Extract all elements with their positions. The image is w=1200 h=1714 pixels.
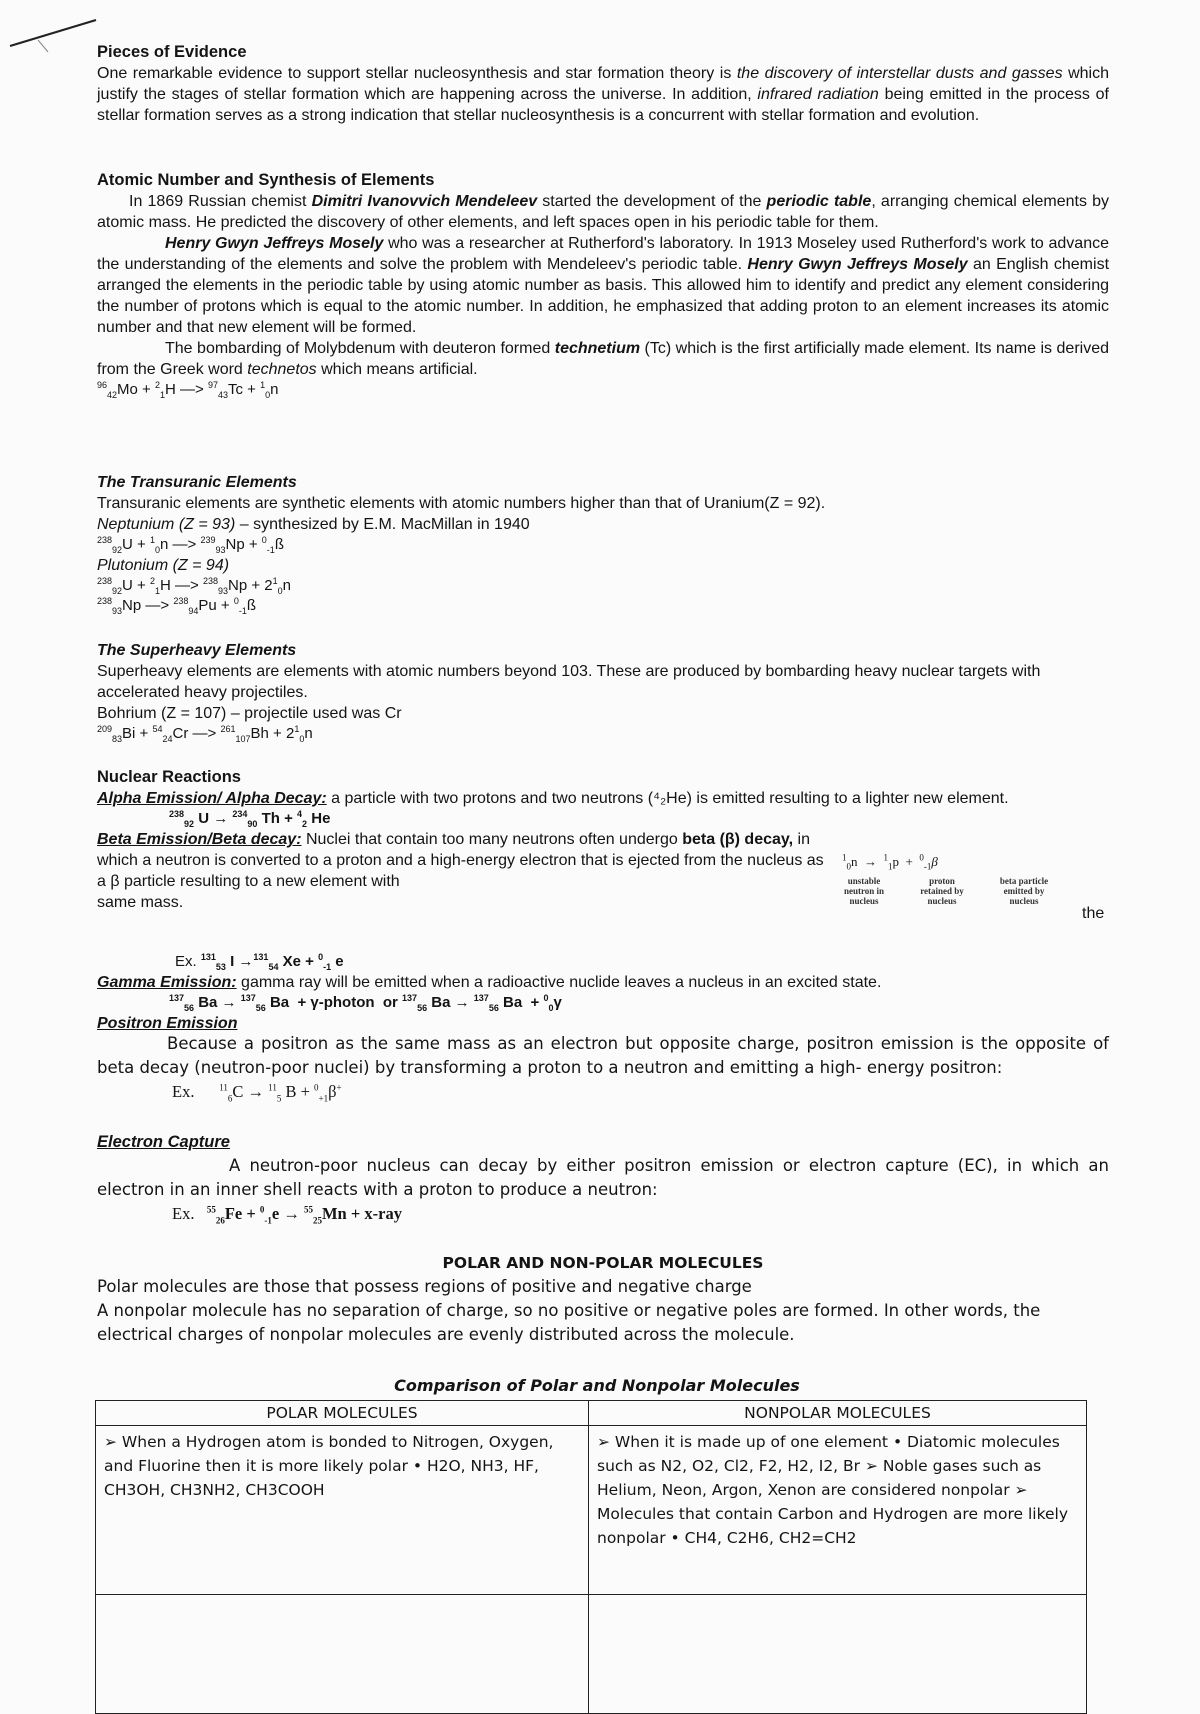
comparison-table xyxy=(95,1400,1087,1714)
beta-decay-diagram xyxy=(842,854,1072,924)
table-header-nonpolar: NONPOLAR MOLECULES xyxy=(589,1401,1087,1426)
atomic-paragraph-1: In 1869 Russian chemist Dimitri Ivanovvich Mendeleev started the development of the periodic table, arranging chemical elements by atomic mass. He predicted the discovery of other elements, and left spaces open in his periodic table for them. xyxy=(97,193,1110,231)
bohrium-line: Bohrium (Z = 107) – projectile used was Cr xyxy=(97,705,402,722)
table-cell-nonpolar: ➢ When it is made up of one element • Diatomic molecules such as N2, O2, Cl2, F2, H2, I2, Br ➢ Noble gases such as Helium, Neon, Argon, Xenon are considered nonpolar ➢ Molecules that contain Carbon and Hydrogen are more likely nonpolar • CH4, C2H6, CH2=CH2 xyxy=(589,1426,1087,1595)
electron-capture-section xyxy=(97,1130,1109,1226)
nuclear-title: Nuclear Reactions xyxy=(97,768,241,786)
ec-title: Electron Capture xyxy=(97,1133,230,1151)
plutonium-equation-1: $^{238}_{92}$U + $^2_1$H —> $^{238}_{93}Np + 2^1_0n$ xyxy=(97,576,291,596)
polar-paragraph-2: A nonpolar molecule has no separation of charge, so no positive or negative poles are formed. In other words, the electrical charges of nonpolar molecules are evenly distributed across the molecule. xyxy=(97,1301,1041,1344)
table-cell-polar: ➢ When a Hydrogen atom is bonded to Nitrogen, Oxygen, and Fluorine then it is more likely polar • H2O, NH3, HF, CH3OH, CH3NH2, CH3COOH xyxy=(96,1426,589,1595)
nuclear-section-2 xyxy=(97,952,1109,1034)
table-header-row xyxy=(96,1401,1087,1426)
bohrium-equation: $^{209}_{83}$Bi + $^{54}_{24}$Cr —> $^{261}_{107}Bh + 2^1_0n$ xyxy=(97,724,313,744)
table-cell-empty-2 xyxy=(589,1595,1087,1714)
neptunium-equation: $^{238}_{92}$U + $^1_0$n —> $^{239}_{93}$Np + $^0_{-1}$ß xyxy=(97,535,284,555)
superheavy-section xyxy=(97,640,1109,744)
evidence-title: Pieces of Evidence xyxy=(97,43,247,61)
beta-diagram-label-neutron: unstable neutron in nucleus xyxy=(843,876,885,906)
beta-diagram-label-proton: proton retained by nucleus xyxy=(920,876,964,906)
atomic-paragraph-3: The bombarding of Molybdenum with deuteron formed technetium (Tc) which is the first artificially made element. Its name is derived from the Greek word technetos which means artificial. xyxy=(97,340,1109,378)
positron-paragraph: Because a positron as the same mass as an electron but opposite charge, positron emission is the opposite of beta decay (neutron-poor nuclei) by transforming a proton to a neutron and emitting a high- energy positron: xyxy=(97,1034,1109,1077)
neptunium-line: Neptunium (Z = 93) – synthesized by E.M. MacMillan in 1940 xyxy=(97,516,530,533)
beta-diagram-equation: $^1_0$n → $^1_1$p + $^0_{-1}$β xyxy=(842,852,938,872)
evidence-section xyxy=(97,42,1109,126)
table-header-polar: POLAR MOLECULES xyxy=(96,1401,589,1426)
atomic-paragraph-2: Henry Gwyn Jeffreys Mosely who was a researcher at Rutherford's laboratory. In 1913 Moseley used Rutherford's work to advance the understanding of the elements and solve the problem with Mendeleev's periodic table. Henry Gwyn Jeffreys Mosely an English chemist arranged the elements in the periodic table by using atomic number as basis. This allowed him to identify and predict any element considering the number of protons which is equal to the atomic number. In addition, he emphasized that adding proton to an element increases its atomic number and that new element will be formed. xyxy=(97,235,1110,336)
positron-title: Positron Emission xyxy=(97,1015,238,1032)
technetium-equation: $^{96}_{42}$Mo + $^2_1$H —> $^{97}_{43}$Tc + $^1_0$n xyxy=(97,380,279,400)
beta-paragraph: Beta Emission/Beta decay: Nuclei that contain too many neutrons often undergo beta (β) decay, in which a neutron is converted to a proton and a high-energy electron that is ejected from the nucleus as a β particle resulting to a new element with xyxy=(97,831,824,890)
atomic-title: Atomic Number and Synthesis of Elements xyxy=(97,171,435,189)
polar-paragraph-1: Polar molecules are those that possess regions of positive and negative charge xyxy=(97,1277,752,1296)
transuranic-title: The Transuranic Elements xyxy=(97,474,297,491)
beta-same-mass: same mass. xyxy=(97,894,184,911)
alpha-paragraph: Alpha Emission/ Alpha Decay: a particle with two protons and two neutrons (⁴₂He) is emitted resulting to a lighter new element. xyxy=(97,790,1009,807)
alpha-equation: $^{238}_{92}$ U → $^{234}_{90}$ Th + $^4_2$ He xyxy=(169,809,331,829)
table-cell-empty-1 xyxy=(96,1595,589,1714)
pen-mark-icon xyxy=(8,16,103,56)
beta-the: the xyxy=(1082,905,1105,922)
positron-section xyxy=(97,1032,1109,1104)
beta-diagram-label-beta: beta particle emitted by nucleus xyxy=(999,876,1049,906)
table-caption: Comparison of Polar and Nonpolar Molecules xyxy=(394,1376,800,1395)
transuranic-intro: Transuranic elements are synthetic elements with atomic numbers higher than that of Uranium(Z = 92). xyxy=(97,495,826,512)
evidence-paragraph: One remarkable evidence to support stellar nucleosynthesis and star formation theory is the discovery of interstellar dusts and gasses which justify the stages of stellar formation which are happening across the universe. In addition, infrared radiation being emitted in the process of stellar formation serves as a strong indication that stellar nucleosynthesis is a concurrent with stellar formation and evolution. xyxy=(97,65,1110,124)
beta-example: Ex. $^{131}_{53}$ I →$^{131}_{54}$ Xe + $^0_{-1}$ e xyxy=(175,952,344,972)
gamma-equation: $^{137}_{56}$ Ba → $^{137}_{56}$ Ba + γ-photon or $^{137}_{56}$ Ba → $^{137}_{56}$ Ba + $^0_0$γ xyxy=(169,993,562,1013)
plutonium-line: Plutonium (Z = 94) xyxy=(97,557,230,574)
plutonium-equation-2: $^{238}_{93}$Np —> $^{238}_{94}$Pu + $^0_{-1}$ß xyxy=(97,596,257,616)
gamma-paragraph: Gamma Emission: gamma ray will be emitted when a radioactive nuclide leaves a nucleus in an excited state. xyxy=(97,974,882,991)
transuranic-section xyxy=(97,472,1109,616)
atomic-section xyxy=(97,170,1109,400)
polar-section xyxy=(97,1251,1109,1347)
ec-paragraph: A neutron-poor nucleus can decay by either positron emission or electron capture (EC), in which an electron in an inner shell reacts with a proton to produce a neutron: xyxy=(97,1156,1109,1199)
table-row-empty xyxy=(96,1595,1087,1714)
polar-title: POLAR AND NON-POLAR MOLECULES xyxy=(442,1254,764,1272)
superheavy-intro: Superheavy elements are elements with atomic numbers beyond 103. These are produced by bombarding heavy nuclear targets with accelerated heavy projectiles. xyxy=(97,663,1041,701)
superheavy-title: The Superheavy Elements xyxy=(97,642,297,659)
table-row xyxy=(96,1426,1087,1595)
ec-example: Ex. $^{55}_{26}$Fe + $^0_{-1}$e → $^{55}_{25}$Mn + x-ray xyxy=(172,1204,402,1226)
positron-example: Ex. $^{11}_6$C → $^{11}_5$ B + $^0_{+1}$β+ xyxy=(172,1082,342,1104)
